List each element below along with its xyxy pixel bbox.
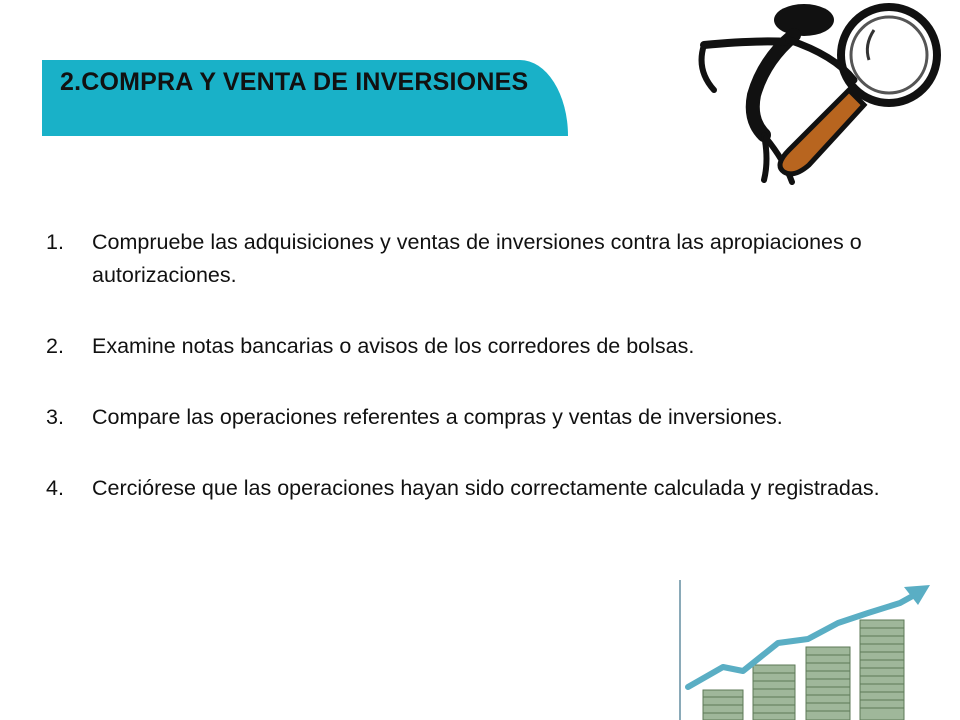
magnifier-figure-icon [694, 0, 944, 190]
step-number: 4. [46, 476, 64, 500]
money-stack-1 [703, 690, 743, 720]
step-text: Compruebe las adquisiciones y ventas de inversiones contra las apropiaciones o autorizaciones. [92, 230, 862, 287]
money-stack-2 [753, 665, 795, 720]
step-item-4 [46, 472, 906, 505]
step-number: 1. [46, 230, 64, 254]
step-item-2 [46, 330, 906, 363]
magnifier-lens [841, 7, 937, 103]
step-text: Compare las operaciones referentes a compras y ventas de inversiones. [92, 405, 783, 429]
step-text: Examine notas bancarias o avisos de los corredores de bolsas. [92, 334, 695, 358]
title-banner [42, 60, 568, 136]
steps-list [46, 226, 906, 543]
figure-head [774, 4, 834, 36]
step-item-1 [46, 226, 906, 292]
money-stack-4 [860, 620, 904, 720]
money-stack-3 [806, 647, 850, 720]
figure-body [753, 35, 794, 135]
step-item-3 [46, 401, 906, 434]
slide-title: 2.COMPRA Y VENTA DE INVERSIONES [60, 68, 529, 96]
step-number: 2. [46, 334, 64, 358]
step-text: Cerciórese que las operaciones hayan sido correctamente calculada y registradas. [92, 476, 880, 500]
figure-arm-left [704, 41, 789, 45]
step-number: 3. [46, 405, 64, 429]
money-growth-chart-icon [668, 575, 960, 720]
magnifier-handle [780, 90, 864, 174]
figure-hand-left [702, 45, 714, 90]
